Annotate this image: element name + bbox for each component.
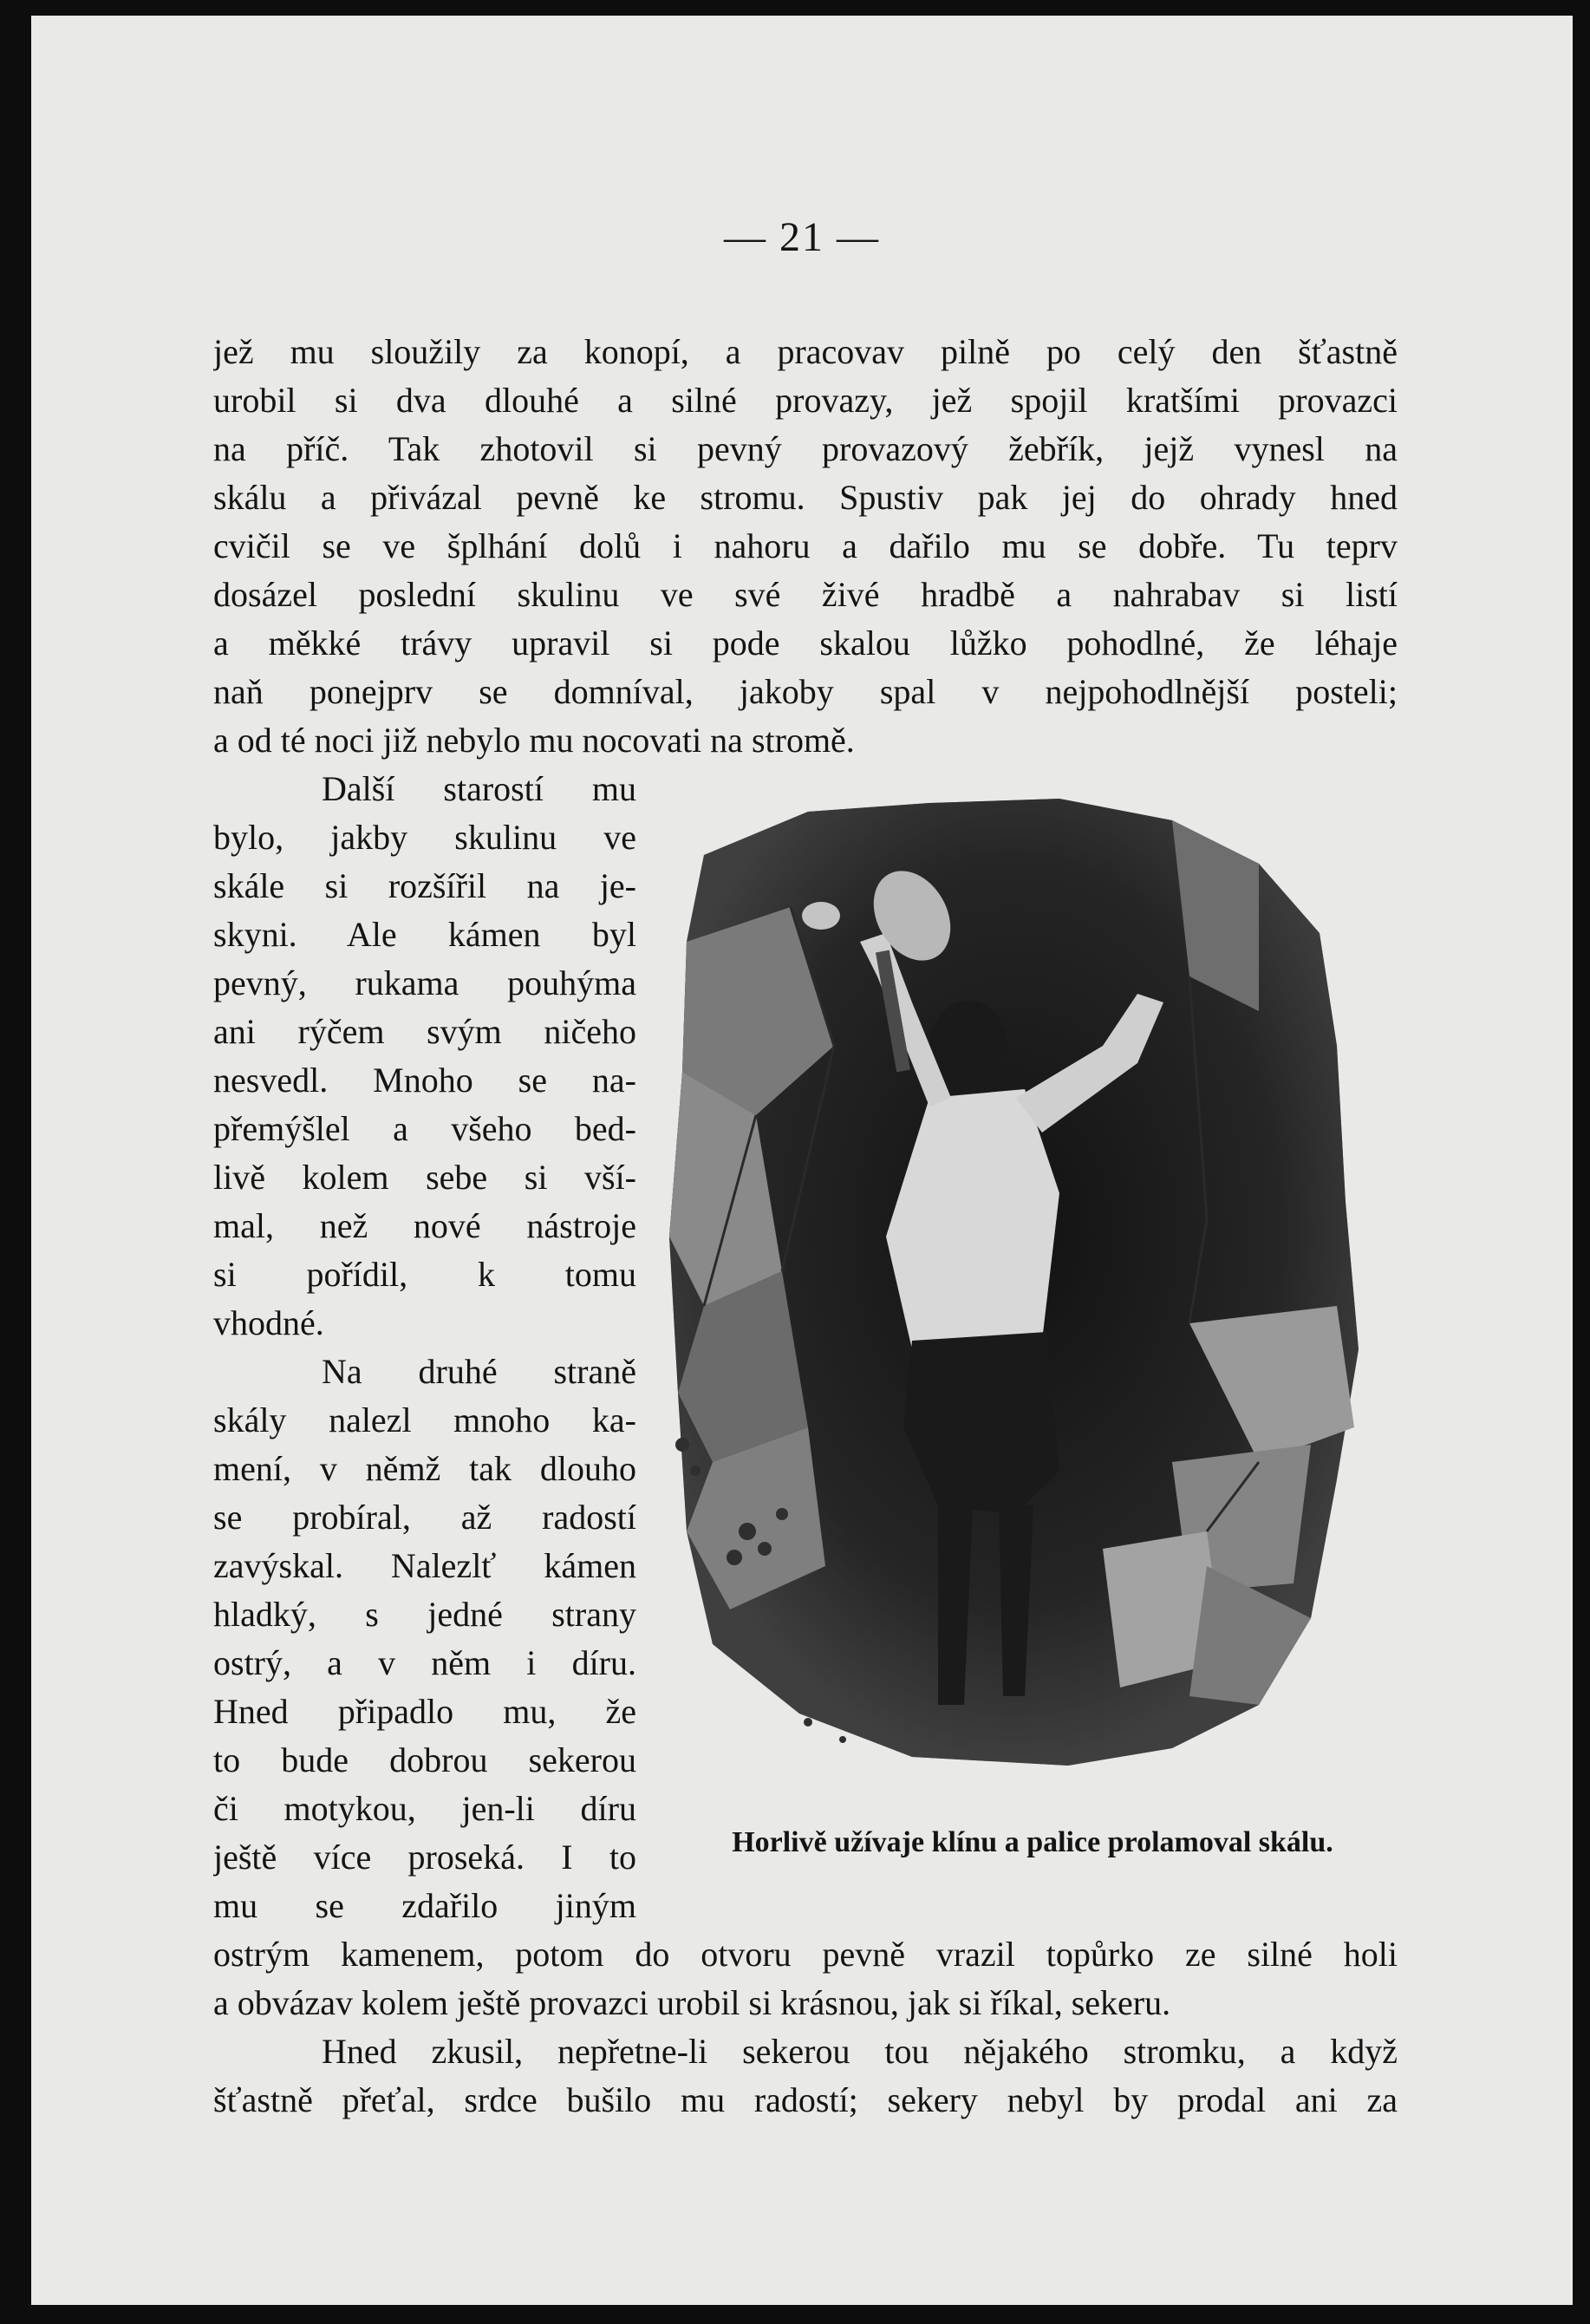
text-line: zavýskal. Nalezlť kámen	[213, 1546, 636, 1585]
text-line: Hned připadlo mu, že	[213, 1692, 636, 1731]
text-line: to bude dobrou sekerou	[213, 1740, 636, 1779]
text-line: Další starostí mu	[322, 769, 636, 808]
text-line: přemýšlel a všeho bed-	[213, 1109, 636, 1148]
text-line: mal, než nové nástroje	[213, 1206, 636, 1245]
text-line: ostrým kamenem, potom do otvoru pevně vrazil topůrko ze silné holi	[213, 1935, 1398, 1974]
text-line: skále si rozšířil na je-	[213, 866, 636, 905]
text-line: jež mu sloužily za konopí, a pracovav pilně po celý den šťastně	[213, 332, 1398, 371]
book-page	[31, 16, 1573, 2305]
text-line: šťastně přeťal, srdce bušilo mu radostí; sekery nebyl by prodal ani za	[213, 2080, 1398, 2119]
text-line: dosázel poslední skulinu ve své živé hradbě a nahrabav si listí	[213, 575, 1398, 614]
text-line: si pořídil, k tomu	[213, 1255, 636, 1294]
text-line: Na druhé straně	[322, 1352, 636, 1391]
text-line: a měkké trávy upravil si pode skalou lůžko pohodlné, že léhaje	[213, 623, 1398, 663]
text-line: ostrý, a v něm i díru.	[213, 1643, 636, 1682]
text-line: pevný, rukama pouhýma	[213, 963, 636, 1002]
text-line: a obvázav kolem ještě provazci urobil si krásnou, jak si říkal, sekeru.	[213, 1983, 1171, 2022]
text-line: skálu a přivázal pevně ke stromu. Spustiv pak jej do ohrady hned	[213, 478, 1398, 517]
text-line: se probíral, až radostí	[213, 1498, 636, 1537]
text-line: cvičil se ve šplhání dolů i nahoru a dařilo mu se dobře. Tu teprv	[213, 526, 1398, 565]
text-line: skyni. Ale kámen byl	[213, 915, 636, 954]
text-line: na příč. Tak zhotovil si pevný provazový žebřík, jejž vynesl na	[213, 429, 1398, 468]
text-line: nesvedl. Mnoho se na-	[213, 1061, 636, 1100]
text-line: naň ponejprv se domníval, jakoby spal v nejpohodlnější posteli;	[213, 672, 1398, 711]
text-line: ještě více proseká. I to	[213, 1838, 636, 1877]
illustration-drawing	[652, 786, 1372, 1792]
text-line: či motykou, jen-li díru	[213, 1789, 636, 1828]
text-line: hladký, s jedné strany	[213, 1595, 636, 1634]
text-line: skály nalezl mnoho ka-	[213, 1400, 636, 1439]
text-line: Hned zkusil, nepřetne-li sekerou tou nějakého stromku, a když	[322, 2032, 1398, 2071]
text-line: vhodné.	[213, 1303, 324, 1342]
text-line: livě kolem sebe si vší-	[213, 1158, 636, 1197]
text-line: urobil si dva dlouhé a silné provazy, jež spojil kratšími provazci	[213, 381, 1398, 420]
illustration	[652, 786, 1372, 1792]
text-line: mu se zdařilo jiným	[213, 1886, 636, 1925]
page-number: — 21 —	[724, 214, 880, 260]
text-line: ani rýčem svým ničeho	[213, 1012, 636, 1051]
illustration-caption: Horlivě užívaje klínu a palice prolamoval skálu.	[732, 1826, 1333, 1858]
text-line: a od té noci již nebylo mu nocovati na stromě.	[213, 721, 855, 760]
text-line: mení, v němž tak dlouho	[213, 1449, 636, 1488]
text-line: bylo, jakby skulinu ve	[213, 818, 636, 857]
